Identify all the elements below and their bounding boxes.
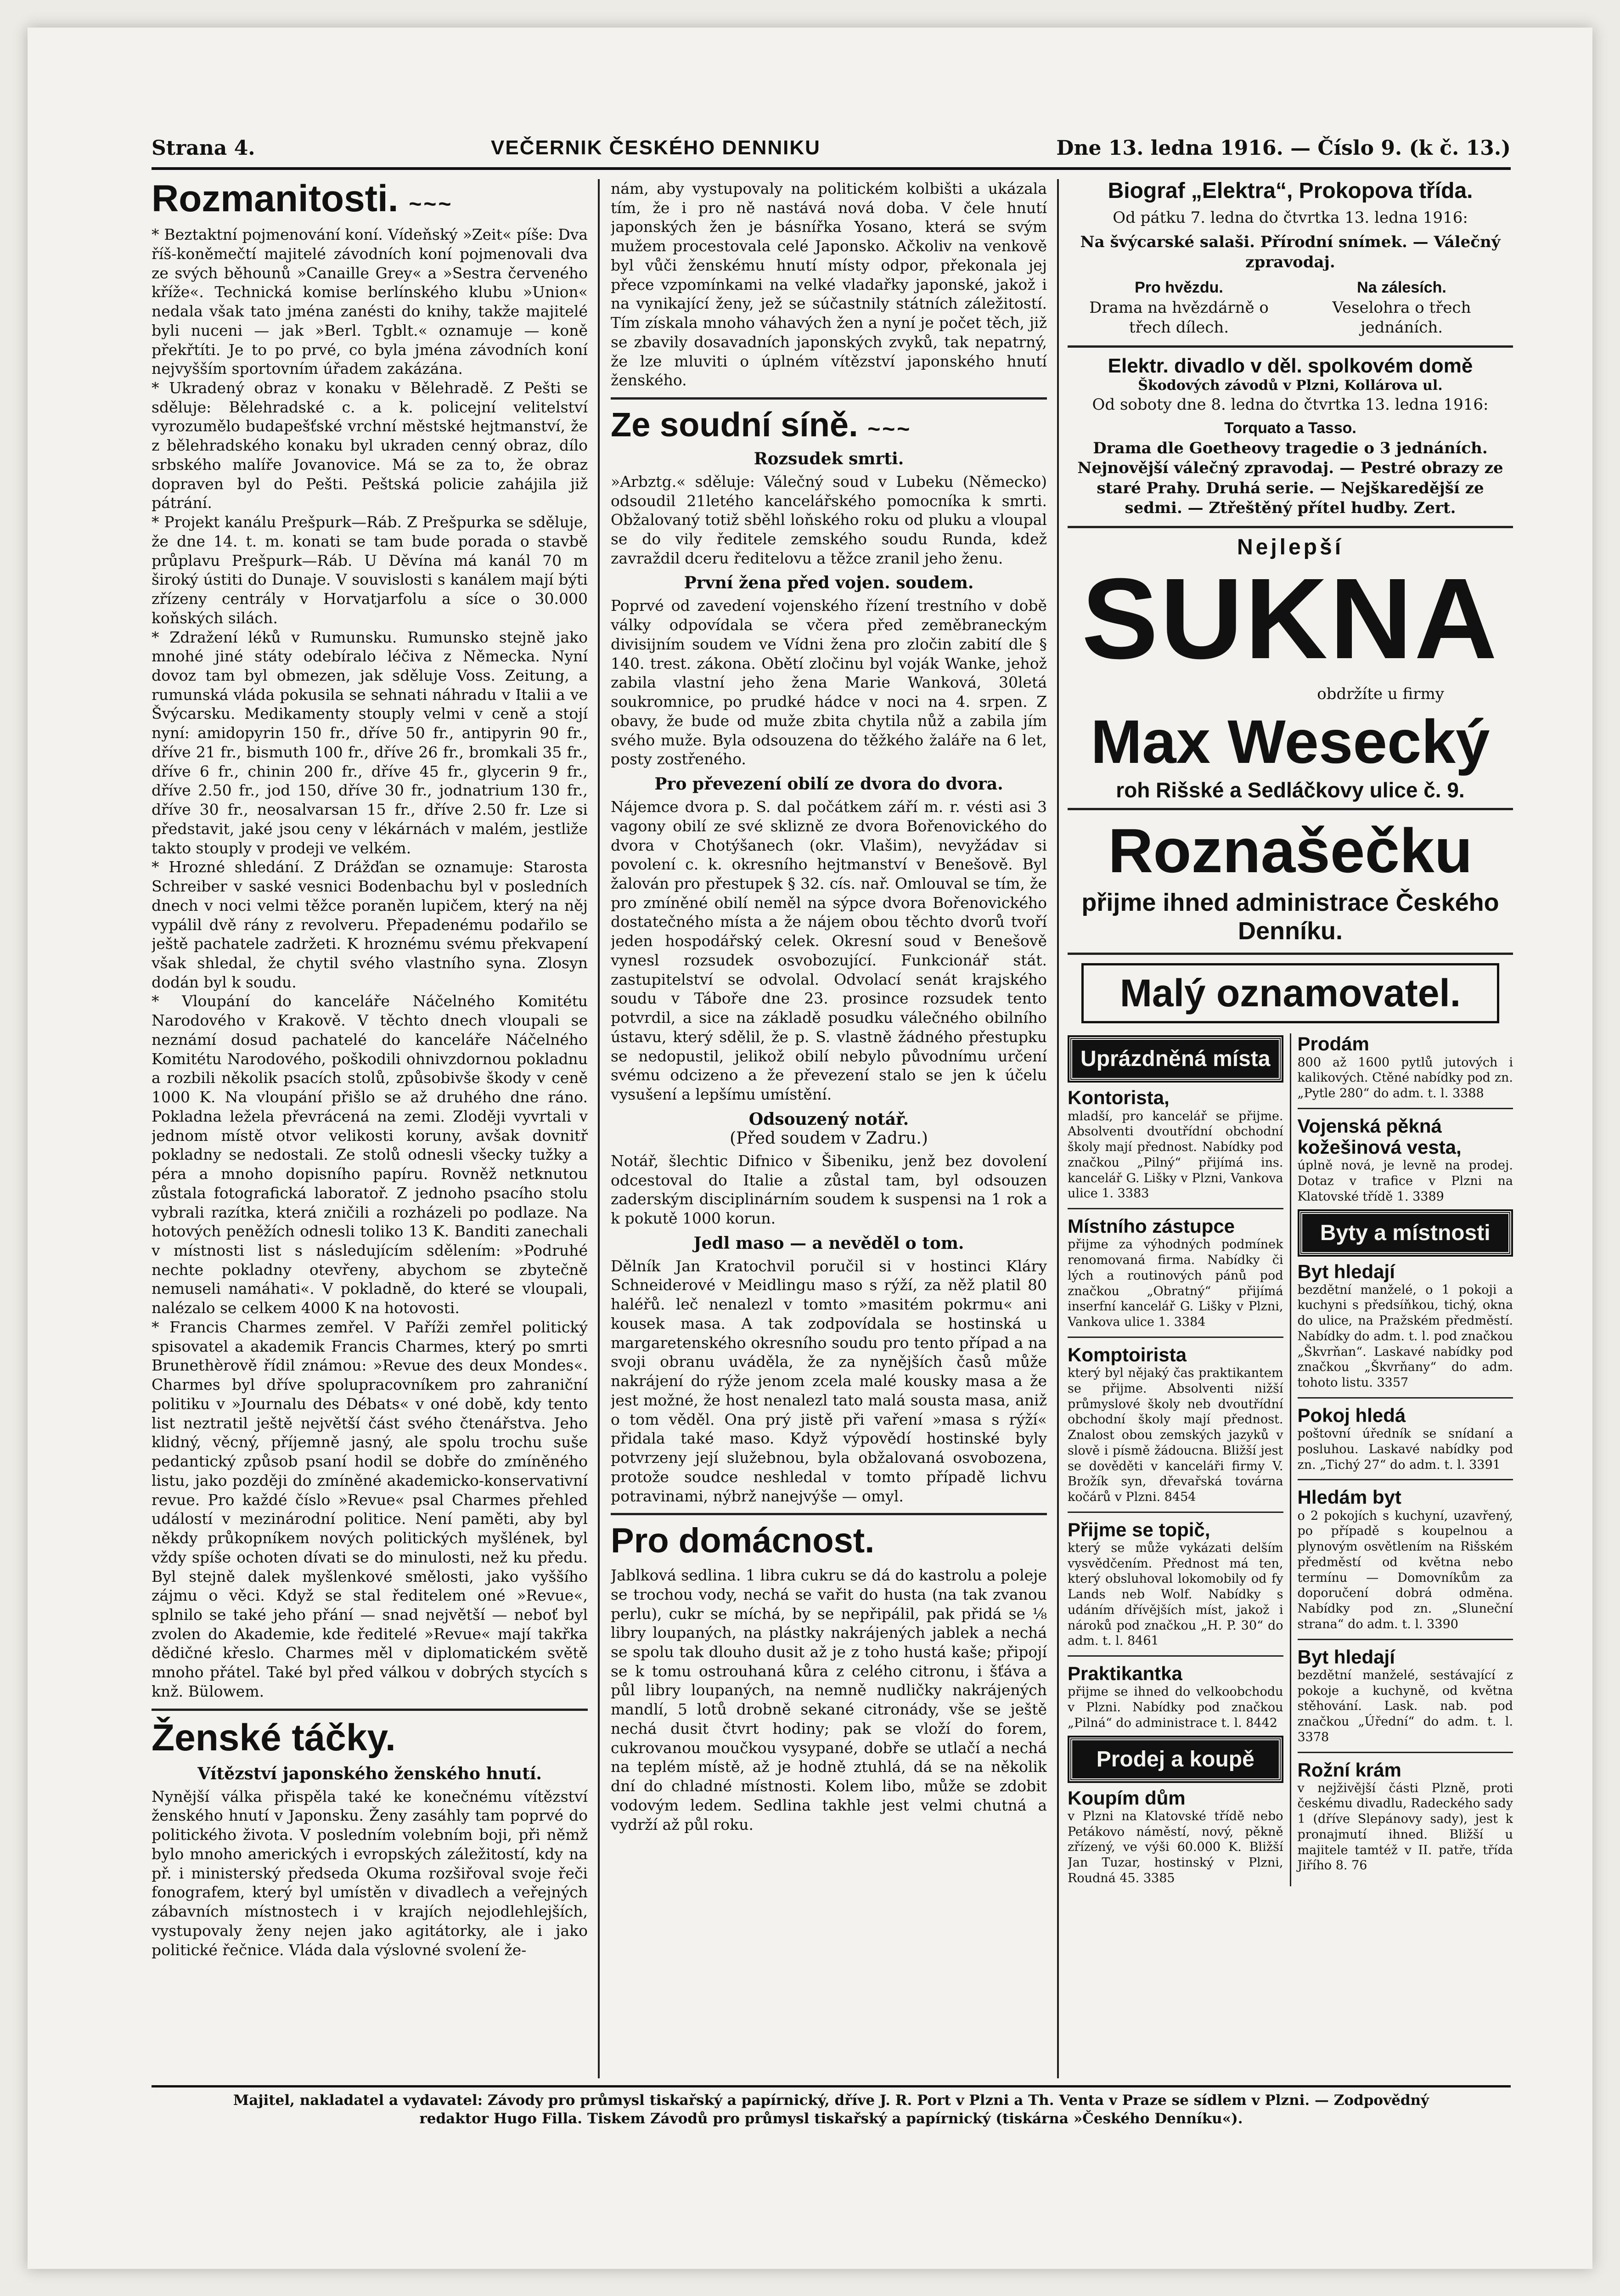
cinema-elektra-features bbox=[1068, 278, 1513, 338]
article-title: První žena před vojen. soudem. bbox=[684, 573, 974, 593]
classified-ad bbox=[1298, 1033, 1513, 1101]
ad-roznasecka: Roznašečku bbox=[1108, 816, 1473, 886]
classified-ad bbox=[1298, 1647, 1513, 1745]
ad-roznasecka-text: přijme ihned administrace Českého Denníku. bbox=[1081, 889, 1499, 945]
banner-sale: Prodej a koupě bbox=[1069, 1738, 1282, 1781]
classifieds bbox=[1068, 1033, 1513, 1886]
ad-divider bbox=[1298, 1397, 1513, 1399]
feature-title: Na zálesích. bbox=[1357, 279, 1446, 297]
ad-title: Koupím dům bbox=[1068, 1787, 1186, 1809]
classified-ad bbox=[1068, 1663, 1283, 1731]
ad-divider bbox=[1068, 808, 1513, 810]
classified-ad bbox=[1068, 1216, 1283, 1330]
section-divider bbox=[611, 397, 1047, 400]
feature-desc: Veselohra o třech jednáních. bbox=[1332, 298, 1471, 337]
ad-text: bezdětní manželé, sestávající z pokoje a kuchyně, od května stěhování. Lask. nab. pod značkou „Úřední“ do adm. t. l. 3378 bbox=[1297, 1668, 1513, 1744]
ad-title: Vojenská pěkná kožešinová vesta, bbox=[1297, 1115, 1462, 1158]
ad-sukna: SUKNA bbox=[1081, 554, 1499, 683]
classified-ad bbox=[1068, 1087, 1283, 1202]
ad-divider bbox=[1298, 1752, 1513, 1753]
section-divider bbox=[152, 1709, 588, 1711]
article-paragraph: * Vloupání do kanceláře Náčelného Komitétu Narodového v Krakově. V těchto dnech vloupali se neznámí dosud pachatelé do kanceláře Náčelného Komitétu Narodového, poškodili ohnivzdornou pokladnu a rozbili několik psacích stolů, způsobivše škody v ceně 1000 K. Na vloupání přišlo se až druhého dne ráno. Pokladna ležela převrácená na zemi. Zloději vyvrtali v jednom místě otvor velikosti koruny, avšak dovnitř pokladny se nedostali. Ze stolů odnesli všecky tužky a péra a mnoho dopisního papíru. Rovněž netknutou zůstala fotografická laboratoř. Z jednoho psacího stolu vybrali razítka, která zničili a rozházeli po podlaze. Na hotových peněžích odnesli toliko 13 K. Banditi zanechali v místnosti list s následujícím sdělením: »Podruhé nechte pokladny otevřeny, abychom se zbytečně nemuseli namáhati«. V pokladně, do které se vloupali, nalézalo se celkem 4000 K na hotovosti. bbox=[152, 992, 588, 1317]
ad-divider bbox=[1068, 953, 1513, 955]
theatre-title: Elektr. divadlo v děl. spolkovém domě bbox=[1108, 354, 1473, 377]
theatre-program: Drama dle Goetheovy tragedie o 3 jednáních. Nejnovější válečný zpravodaj. — Pestré obrazy ze staré Prahy. Druhá serie. — Nejškaredější ze sedmi. — Ztřeštěný přítel hudby. Zert. bbox=[1077, 439, 1503, 518]
ad-firm-name: Max Wesecký bbox=[1091, 708, 1490, 777]
issue-date: Dne 13. ledna 1916. — Číslo 9. (k č. 13.) bbox=[1056, 136, 1511, 160]
masthead bbox=[152, 129, 1511, 170]
newspaper-title: VEČERNIK ČESKÉHO DENNIKU bbox=[491, 136, 821, 159]
article-title: Vítězství japonského ženského hnutí. bbox=[197, 1764, 542, 1783]
theatre-film: Torquato a Tasso. bbox=[1224, 419, 1356, 437]
cinema-elektra-title: Biograf „Elektra“, Prokopova třída. bbox=[1108, 179, 1473, 203]
ad-text: přijme se ihned do velkoobchodu v Plzni. Nabídky pod značkou „Pilná“ do administrace t. l. 8442 bbox=[1068, 1685, 1283, 1730]
section-heading-soud: Ze soudní síně. ~~~ bbox=[611, 406, 912, 444]
feature-desc: Drama na hvězdárně o třech dílech. bbox=[1089, 298, 1269, 337]
theatre-address: Škodových závodů v Plzni, Kollárova ul. bbox=[1138, 378, 1443, 394]
ad-divider bbox=[1068, 1208, 1283, 1209]
ad-divider bbox=[1068, 1512, 1283, 1513]
classifieds-rule bbox=[1290, 1033, 1291, 1886]
ad-text: mladší, pro kancelář se přijme. Absolventi dvoutřídní obchodní školy mají přednost. Nabídky pod značkou „Pilný“ přijímá ins. kancelář G. Lišky v Plzni, Vankova ulice 1. 3383 bbox=[1068, 1109, 1283, 1201]
ad-divider bbox=[1068, 345, 1513, 348]
classified-ad bbox=[1068, 1788, 1283, 1886]
classifieds-header: Malý oznamovatel. bbox=[1081, 963, 1499, 1023]
section-heading-zenske: Ženské táčky. bbox=[152, 1716, 396, 1759]
theatre-dates: Od soboty dne 8. ledna do čtvrtka 13. ledna 1916: bbox=[1092, 395, 1489, 414]
article-paragraph: nám, aby vystupovaly na politickém kolbišti a ukázala tím, že i pro ně nastává nová doba. V čele hnutí japonských žen je básnířka Yosano, která se svým mužem procestovala celé Japonsko. Ačkoliv na venkově byl vůči ženskému hnutí místy odpor, překonala jej přece vzpomínkami na velké vladařky japonské, jakož i na vynikající ženy, jež se súčastnily státních záležitostí. Tím získala mnoho váhavých žen a nyní je počet těch, již se zbavily dosavadních japonských zvyků, tak nepatrný, že lze mluviti o úplném vítězství japonského hnutí ženského. bbox=[611, 180, 1047, 389]
heading-ornament: ~~~ bbox=[409, 192, 453, 216]
section-heading-rozmanitosti: Rozmanitosti. ~~~ bbox=[152, 179, 453, 220]
ad-title: Prodám bbox=[1297, 1033, 1369, 1055]
ad-divider bbox=[1068, 1337, 1283, 1338]
ad-title: Rožní krám bbox=[1297, 1759, 1401, 1781]
column-2 bbox=[611, 179, 1047, 2078]
ad-title: Byt hledají bbox=[1297, 1646, 1395, 1668]
ad-text: 800 až 1600 pytlů jutových i kalikových. Ctěné nabídky pod zn. „Pytle 280“ do adm. t. l. 3388 bbox=[1297, 1055, 1513, 1101]
page-number: Strana 4. bbox=[152, 136, 255, 160]
article-title: Odsouzený notář. bbox=[748, 1109, 909, 1129]
article-paragraph: Dělník Jan Kratochvil poručil si v hostinci Kláry Schneiderové v Meidlingu maso s rýží, za něž platil 80 haléřů. leč nenalezl v tomto »masitém pokrmu« ani kousek masa. A tak zodpovídala se hostinská u margaretenského okresního soudu pro tento případ a na svoji obranu uváděla, že za nynějších časů může nakrájení do rýže jenom zcela malé kousky masa a že jest možné, že host nenalezl tato malá sousta masa, aniž o tom věděl. Ona prý jistě při vaření »masa s rýží« přidala také maso. Když výpovědí hostinské byly potvrzeny její služebnou, byla obžalovaná osvobozena, protože soudce neshledal v tomto případě lichvu potravinami, nýbrž nanejvýše — omyl. bbox=[611, 1257, 1047, 1505]
cinema-elektra-program: Na švýcarské salaši. Přírodní snímek. — Válečný zpravodaj. bbox=[1080, 233, 1501, 271]
article-paragraph: Poprvé od zavedení vojenského řízení trestního v době války odpovídala se včera před zeměbraneckým divisijním soudem ve Vídni žena pro zločin zabití dle § 140. trest. zákona. Obětí zločinu byl voják Wanke, jehož zabila vlastní jeho žena Marie Wanková, 30letá soukromnice, po prudké hádce v noci na 4. srpen. Z obavy, že bude od muže zbita chytila nůž a zabila jím svého muže. Byla odsouzena do těžkého žaláře na 6 let, posty zostřeného. bbox=[611, 597, 1047, 768]
classified-ad bbox=[1298, 1116, 1513, 1205]
section-heading-domacnost: Pro domácnost. bbox=[611, 1521, 875, 1561]
feature-title: Pro hvězdu. bbox=[1135, 279, 1223, 297]
classifieds-left bbox=[1068, 1033, 1283, 1886]
ad-obdrzite: obdržíte u firmy bbox=[1317, 684, 1444, 703]
article-paragraph: * Projekt kanálu Prešpurk—Ráb. Z Prešpurka se sděluje, že dne 14. t. m. konati se tam bude porada o stavbě průplavu Prešpurk—Ráb. U Děvína má kanál 70 m široký ústiti do Dunaje. V souvislosti s kanálem mají býti zřízeny centrály v Horvatjarfolu a síce o 30.000 koňských silách. bbox=[152, 513, 588, 627]
classified-ad bbox=[1298, 1261, 1513, 1391]
classified-ad bbox=[1298, 1405, 1513, 1472]
heading-ornament: ~~~ bbox=[867, 417, 912, 442]
article-paragraph: * Zdražení léků v Rumunsku. Rumunsko stejně jako mnohé jiné státy odebíralo léčiva z Německa. Nyní dovoz tam byl obmezen, jak sděluje Voss. Zeitung, a rumunská vláda pokusila se sehnati náhradu v Italii a ve Švýcarsku. Medikamenty stouply velmi v ceně a stojí nyní: amidopyrin 150 fr., dříve 50 fr., antipyrin 90 fr., dříve 21 fr., bismuth 100 fr., dříve 26 fr., bromkali 35 fr., dříve 6 fr., chinin 200 fr., dříve 45 fr., glycerin 9 fr., dříve 2.50 fr., jod 150, dříve 30 fr., jodnatrium 130 fr., dříve 30 fr., neosalvarsan 15 fr., dříve 2.50 fr. Lze si představit, jaké jsou ceny v lékárnách v malém, jestliže takto stouply v prodeji ve velkém. bbox=[152, 628, 588, 857]
article-paragraph: Nynější válka přispěla také ke konečnému vítězství ženského hnutí v Japonsku. Ženy zasáhly tam poprvé do politického života. V posledním volebním boji, při němž bylo mnoho amerických i evropských záležitostí, kdy na př. i ministerský předseda Okuma rozšiřoval svoje řeči fonografem, který byl umístěn v divadlech a veřejných zábavních místnostech i v krajích nejodlehlejších, vystupovaly ženy nejen jako agitátorky, ale i jako politické řečnice. Vláda dala výslovné svolení že- bbox=[152, 1787, 588, 1959]
ad-text: o 2 pokojích s kuchyní, uzavřený, po případě s koupelnou a plynovým osvětlením na Rišském předměstí od května nebo termínu — Domovníkům za doporučení dobrá odměna. Nabídky pod zn. „Sluneční strana“ do adm. t. l. 3390 bbox=[1297, 1508, 1513, 1631]
article-subtitle: (Před soudem v Zadru.) bbox=[730, 1128, 928, 1148]
article-title: Pro převezení obilí ze dvora do dvora. bbox=[654, 774, 1003, 794]
article-title: Rozsudek smrti. bbox=[754, 449, 904, 468]
classifieds-right bbox=[1298, 1033, 1513, 1886]
ad-divider bbox=[1298, 1639, 1513, 1640]
column-1 bbox=[152, 179, 588, 2078]
ad-text: který se může vykázati delším vysvědčením. Přednost má ten, který obsluhoval lokomobily od fy Lands neb Wolf. Nabídky s udáním dřívějších míst, jakož i nároků pod značkou „H. P. 30“ do adm. t. l. 8461 bbox=[1068, 1540, 1283, 1648]
imprint-line: redaktor Hugo Filla. Tiskem Závodů pro průmysl tiskařský a papírnický (tiskárna »Českého Denníku«). bbox=[419, 2110, 1243, 2127]
ad-best-label: Nejlepší bbox=[1237, 535, 1344, 559]
ad-text: v Plzni na Klatovské třídě nebo Petákovo náměstí, nový, pěkně zřízený, ve výši 60.000 K. Bližší Jan Tuzar, hostinský v Plzni, Roudná 45. 3385 bbox=[1068, 1809, 1283, 1885]
column-rule bbox=[1057, 179, 1059, 2078]
ad-title: Komptoirista bbox=[1068, 1343, 1187, 1365]
article-paragraph: * Ukradený obraz v konaku v Bělehradě. Z Pešti se sděluje: Bělehradské c. a k. policejní velitelství vyrozumělo budapešťské vrchní městské hejtmanství, že z bělehradského konaku byl ukraden cenný obraz, dílo srbského malíře Jovanovice. Má se za to, že obraz dopraven byl do Pešti. Peštská policie zahájila již pátrání. bbox=[152, 378, 588, 512]
article-paragraph: * Francis Charmes zemřel. V Paříži zemřel politický spisovatel a akademik Francis Charmes, který po smrti Brunethèrově řídil známou: »Revue des deux Mondes«. Charmes byl dříve spolupracovníkem pro zahraniční politiku v »Journalu des Débats« v oné době, kdy tento list neztratil ještě největší část svého čtenářstva. Jeho klidný, věcný, příjemně jasný, ale spolu trochu suše pedantický způsob psaní hodil se dobře do zmíněného listu, jako později do zmíněné akademicko-konservativní revue. Pro každé číslo »Revue« psal Charmes přehled událostí v mezinárodní politice. Není paměti, aby byl někdy průkopníkem nových politických myšlének, byl vždy spíše ochoten dívati se do minulosti, než ku předu. Byl stejně dalek myšlenkové smělosti, jako vyššího zájmu o věci. Když se stal ředitelem oné »Revue«, splnilo se také jeho přání — snad největší — neboť byl zvolen do Akademie, kde ředitelé »Revue« mají takřka dědičné křeslo. Charmes měl v diplomatickém světě mnoho přátel. Také byl před válkou v dobrých stycích s knž. Bülowem. bbox=[152, 1318, 588, 1700]
ad-title: Přijme se topič, bbox=[1068, 1518, 1210, 1540]
ad-text: přijme za výhodných podmínek renomovaná firma. Nabídky či lých a routinových pánů pod značkou „Obratný“ přijímá inserfní kancelář G. Lišky v Plzni, Vankova ulice 1. 3384 bbox=[1068, 1237, 1283, 1330]
ad-title: Kontorista, bbox=[1068, 1087, 1170, 1109]
classified-ad bbox=[1298, 1487, 1513, 1632]
classified-ad bbox=[1298, 1760, 1513, 1874]
ad-divider bbox=[1298, 1108, 1513, 1109]
ad-title: Místního zástupce bbox=[1068, 1215, 1235, 1237]
article-paragraph: »Arbztg.« sděluje: Válečný soud v Lubeku (Německo) odsoudil 21letého kancelářského pomocníka k smrti. Obžalovaný totiž sběhl loňského roku od pluku a vloupal se do vily ředitele zemského soudu Runda, kdež zavraždil dceru ředitelovu a těžce zranil jeho ženu. bbox=[611, 472, 1047, 567]
imprint-line: Majitel, nakladatel a vydavatel: Závody pro průmysl tiskařský a papírnický, dříve J. R. Port v Plzni a Th. Venta v Praze se sídlem v Plzni. — Zodpovědný bbox=[233, 2092, 1429, 2109]
ad-divider bbox=[1068, 1655, 1283, 1657]
ad-title: Praktikantka bbox=[1068, 1663, 1182, 1685]
feature-item bbox=[1290, 278, 1513, 338]
article-paragraph: Jablková sedlina. 1 libra cukru se dá do kastrolu a poleje se trochou vody, nechá se vařit do husta (na tak zvanou perlu), cukr se míchá, by se nepřipálil, pak přidá se ⅛ libry loupaných, na plástky nakrájených jablek a nechá se spolu tak dlouho dusit až je z toho hustá kaše; připojí se k tomu ostrouhaná kůra z celého citronu, i šťáva a půl libry loupaných, na nemně nudličky nakrájených mandlí, 5 lotů drobně sekané citronády, vše se ještě nechá dusit čtvrt hodiny; pak se vloží do forem, cukrovanou moučkou vysypané, dobře se utlačí a nechá na teplém místě, až je hodně ztuhlá, dá se na několik dní do chladné místnosti. Kolem libo, může se zdobit vodovým ledem. Sedlina takhle jest velmi chutná a vydrží až půl roku. bbox=[611, 1566, 1047, 1833]
feature-item bbox=[1068, 278, 1290, 338]
article-paragraph: * Beztaktní pojmenování koní. Vídeňský »Zeit« píše: Dva říš-koněmečtí majitelé závodních koní pojmenovali dva ze svých běhounů »Canaille Grey« a »Sestra červeného kříže«. Technická komise berlínského klubu »Union« nedala však tato jména zanésti do knihy, takže majitelé byli nuceni — jak »Berl. Tgblt.« oznamuje — koně překřtíti. Je to po prvé, co byla jména závodních koní nejvyšším sportovním úřadem zakázána. bbox=[152, 226, 588, 378]
ad-text: poštovní úředník se snídaní a posluhou. Laskavé nabídky pod zn. „Tichý 27“ do adm. t. l. 3391 bbox=[1297, 1427, 1513, 1472]
imprint-footer bbox=[152, 2085, 1511, 2128]
ad-text: který byl nějaký čas praktikantem se přijme. Absolventi nižší průmyslové školy neb dvoutřídní obchodní školy mají přednost. Znalost obou zemských jazyků v slově i písmě žádoucna. Bližší jest se dověděti v kanceláři firmy V. Brožík syn, dřevařská továrna kočárů v Plzni. 8454 bbox=[1068, 1366, 1283, 1505]
ad-divider bbox=[1298, 1479, 1513, 1480]
newspaper-page bbox=[28, 28, 1592, 2269]
ad-text: úplně nová, je levně na prodej. Dotaz v trafice v Plzni na Klatovské třídě 1. 3389 bbox=[1297, 1158, 1513, 1204]
ad-title: Byt hledají bbox=[1297, 1260, 1395, 1282]
article-title: Jedl maso — a nevěděl o tom. bbox=[693, 1233, 964, 1253]
classified-ad bbox=[1068, 1344, 1283, 1505]
ad-firm-address: roh Rišské a Sedláčkovy ulice č. 9. bbox=[1116, 778, 1465, 802]
classified-ad bbox=[1068, 1519, 1283, 1649]
article-paragraph: Notář, šlechtic Difnico v Šibeniku, jenž bez dovolení odcestoval do Italie a zůstal tam, byl odsouzen zaderským disciplinárním soudem k suspensi na 1 rok a k pokutě 1000 korun. bbox=[611, 1151, 1047, 1227]
cinema-elektra-dates: Od pátku 7. ledna do čtvrtka 13. ledna 1916: bbox=[1113, 208, 1468, 227]
article-paragraph: Nájemce dvora p. S. dal počátkem září m. r. vésti asi 3 vagony obilí ze své sklizně ze dvora Bořenovického do dvora v Chotýšanech (okr. Vlašim), nevyžádav si povolení c. k. okresního hejtmanství v Benešově. Byl žalován pro přestupek § 32. cís. nař. Omlouval se tím, že pro zmíněné obilí neměl na sýpce dvora Bořenovického dostatečného místa a že nájem obou těchto dvorů tvoří jeden hospodářský celek. Okresní soud v Benešově vynesl rozsudek osvobozující. Funkcionář stát. zastupitelství se odvolal. Odvolací senát krajského soudu v Táboře dne 23. prosince rozsudek tento potvrdil, a sice na základě posudku válečného obilního ústavu, který sdělil, že p. S. vlastně žádného přestupku se nedopustil, jelikož obilí nebylo původnímu určení svému odcizeno a že převezení stalo se jen k účelu vysušení a lepšímu umístění. bbox=[611, 798, 1047, 1104]
column-rule bbox=[598, 179, 600, 2078]
ad-title: Pokoj hledá bbox=[1297, 1404, 1406, 1426]
ad-text: bezdětní manželé, o 1 pokoji a kuchyni s předsíňkou, tichý, okna do ulice, na Pražském předměstí. Nabídky do adm. t. l. pod značkou „Škvrňan“. Laskavé nabídky pod značkou „Škvrňany“ do adm. tohoto listu. 3357 bbox=[1297, 1282, 1513, 1390]
banner-jobs: Uprázdněná místa bbox=[1069, 1037, 1282, 1081]
article-paragraph: * Hrozné shledání. Z Drážďan se oznamuje: Starosta Schreiber v saské vesnici Bodenbachu byl v posledních dnech v noci velmi těžce poraněn lupičem, který na něj vypálil dvě rány z revolveru. Přepadenému podařilo se ještě pachatele zadržeti. K hroznému svému překvapení však shledal, že chytil svého vlastního syna. Zlosyn dodán byl k soudu. bbox=[152, 858, 588, 991]
banner-flats: Byty a místnosti bbox=[1299, 1211, 1512, 1255]
section-divider bbox=[611, 1513, 1047, 1515]
ad-divider bbox=[1068, 526, 1513, 528]
column-3 bbox=[1068, 179, 1513, 2078]
ad-title: Hledám byt bbox=[1297, 1486, 1401, 1508]
ad-text: v nejživější části Plzně, proti českému divadlu, Radeckého sady 1 (dříve Slepánovy sady), jest k pronajmutí ihned. Bližší u majitele tamtéž v II. patře, třída Jiřího 8. 76 bbox=[1297, 1781, 1513, 1873]
